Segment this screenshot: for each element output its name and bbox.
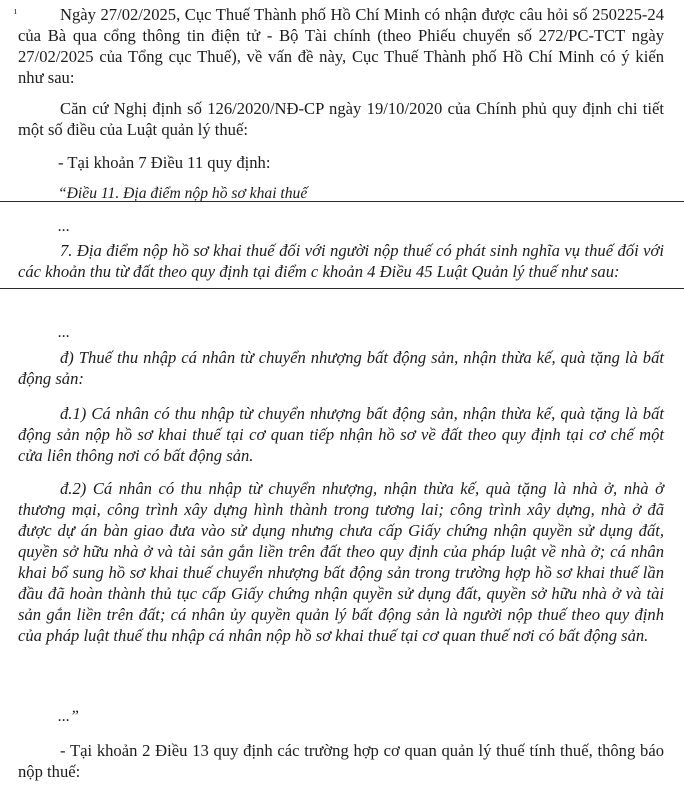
ellipsis-1: ... [58,218,70,235]
quote-point-d2: đ.2) Cá nhân có thu nhập từ chuyển nhượng, nhận thừa kế, quà tặng là nhà ở, nhà ở thương mại, công trình xây dựng hình thành trong tương lai; công trình xây dựng, nhà ở đã được dự án bàn giao đưa vào sử dụng nhưng chưa cấp Giấy chứng nhận quyền sử dụng đất, quyền sở hữu nhà ở và tài sản gắn liền trên đất theo quy định của pháp luật về nhà ở; cá nhân khai bổ sung hồ sơ khai thuế chuyển nhượng bất động sản trong trường hợp hồ sơ khai thuế lần đầu đã hoàn thành thủ tục cấp Giấy chứng nhận quyền sử dụng đất, quyền sở hữu nhà ở và tài sản gắn liền trên đất; cá nhân ủy quyền quản lý bất động sản là người nộp thuế theo quy định của pháp luật thuế thu nhập cá nhân nộp hồ sơ khai thuế tại cơ quan thuế nơi có bất động sản. [18,479,664,645]
margin-mark: ı [14,6,17,17]
quote-point-d: đ) Thuế thu nhập cá nhân từ chuyển nhượng bất động sản, nhận thừa kế, quà tặng là bất động sản: [18,348,664,388]
ellipsis-close-quote: ...” [58,708,79,725]
scan-line-1 [0,201,684,202]
paragraph-clause-7-intro: - Tại khoản 7 Điều 11 quy định: [58,153,271,172]
paragraph-clause-2-article-13: - Tại khoản 2 Điều 13 quy định các trường hợp cơ quan quản lý thuế tính thuế, thông báo nộp thuế: [18,741,664,781]
quote-article-11-title: “Điều 11. Địa điểm nộp hồ sơ khai thuế [58,185,308,202]
paragraph-legal-basis: Căn cứ Nghị định số 126/2020/NĐ-CP ngày 19/10/2020 của Chính phủ quy định chi tiết một số điều của Luật quản lý thuế: [18,99,664,139]
scan-line-2 [0,288,684,289]
paragraph-intro: Ngày 27/02/2025, Cục Thuế Thành phố Hồ Chí Minh có nhận được câu hỏi số 250225-24 của Bà qua cổng thông tin điện tử - Bộ Tài chính (theo Phiếu chuyển số 272/PC-TCT ngày 27/02/2025 của Tổng cục Thuế), về vấn đề này, Cục Thuế Thành phố Hồ Chí Minh có ý kiến như sau: [18,5,664,87]
quote-clause-7: 7. Địa điểm nộp hồ sơ khai thuế đối với người nộp thuế có phát sinh nghĩa vụ thuế đối với các khoản thu từ đất theo quy định tại điểm c khoản 4 Điều 45 Luật Quản lý thuế như sau: [18,241,664,281]
ellipsis-2: ... [58,324,70,341]
quote-point-d1: đ.1) Cá nhân có thu nhập từ chuyển nhượng bất động sản, nhận thừa kế, quà tặng là bất động sản nộp hồ sơ khai thuế tại cơ quan tiếp nhận hồ sơ về đất theo quy định tại cơ chế một cửa liên thông nơi có bất động sản. [18,404,664,465]
